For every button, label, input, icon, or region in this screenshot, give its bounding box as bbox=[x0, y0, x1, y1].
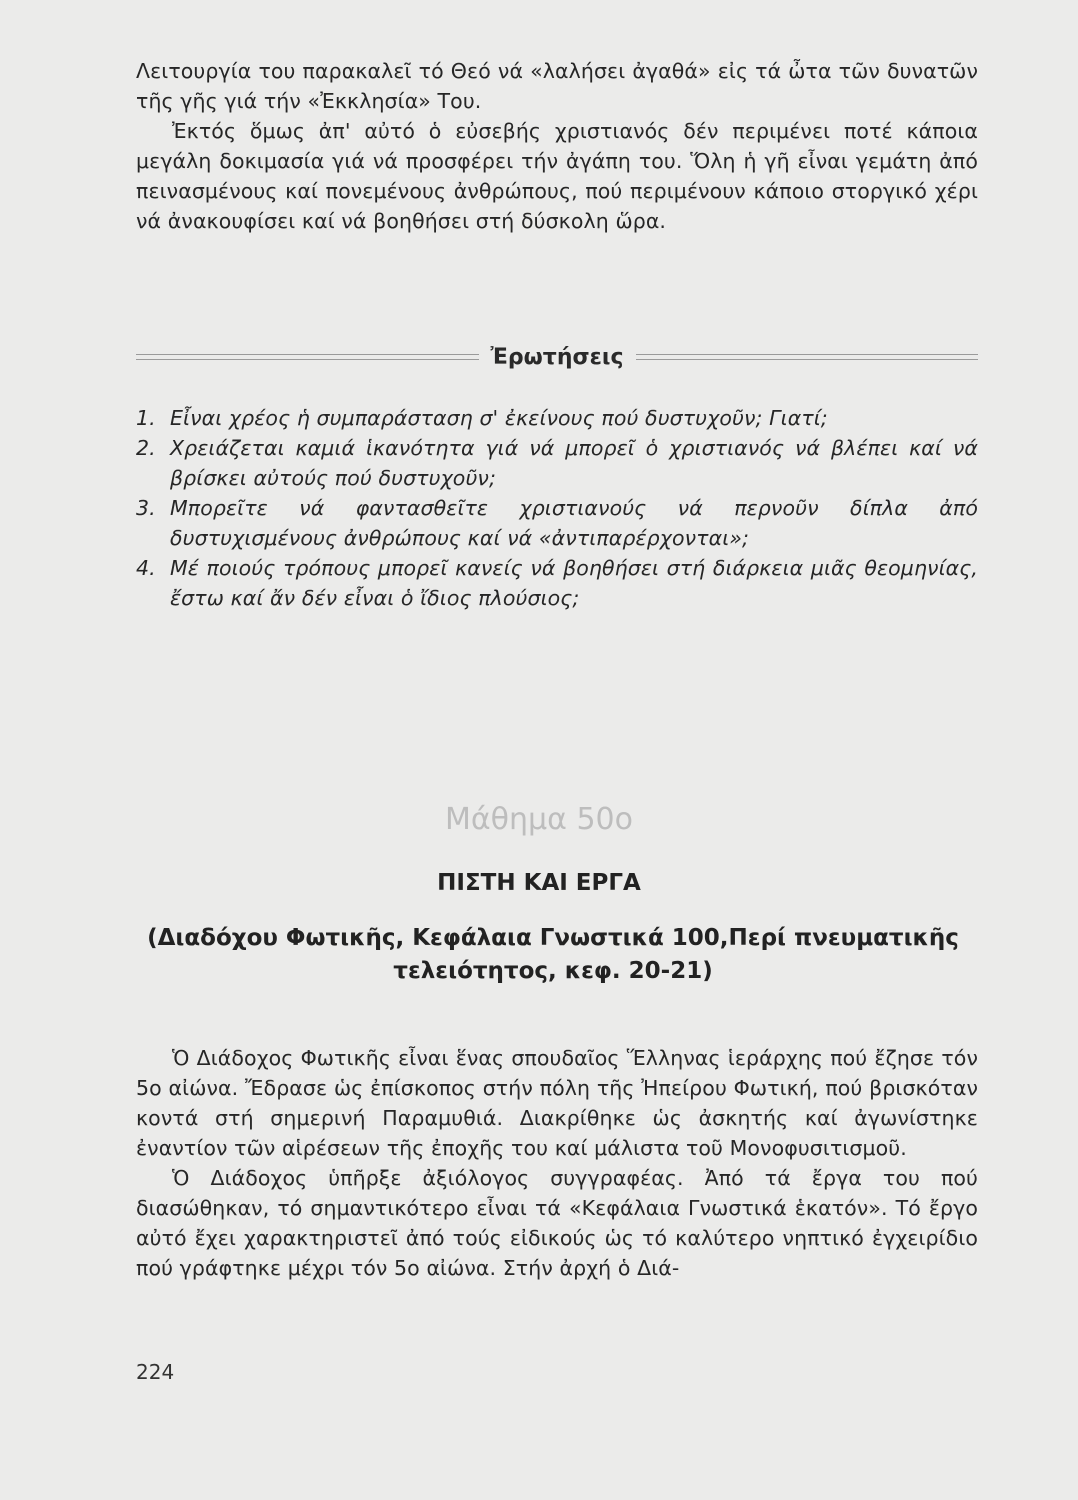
lesson-subtitle: (Διαδόχου Φωτικῆς, Κεφάλαια Γνωστικά 100,Περί πνευματικῆς τελειότητος, κεφ. 20-21) bbox=[147, 925, 959, 984]
intro-text-block bbox=[136, 56, 978, 236]
question-text: Χρειάζεται καμιά ἱκανότητα γιά νά μπορεῖ ὁ χριστιανός νά βλέπει καί νά βρίσκει αὐτούς πού δυστυχοῦν; bbox=[170, 436, 978, 490]
question-number: 1. bbox=[136, 406, 156, 430]
question-number: 4. bbox=[136, 556, 156, 580]
paragraph: Ὁ Διάδοχος Φωτικῆς εἶναι ἕνας σπουδαῖος Ἕλληνας ἱεράρχης πού ἔζησε τόν 5ο αἰώνα. Ἔδρασε ὡς ἐπίσκοπος στήν πόλη τῆς Ἠπείρου Φωτική, πού βρισκόταν κοντά στή σημερινή Παραμυθιά. Διακρίθηκε ὡς ἀσκητής καί ἀγωνίστηκε ἐναντίον τῶν αἱρέσεων τῆς ἐποχῆς του καί μάλιστα τοῦ Μονοφυσιτισμοῦ. bbox=[136, 1046, 978, 1160]
question-text: Εἶναι χρέος ἡ συμπαράσταση σ' ἐκείνους πού δυστυχοῦν; Γιατί; bbox=[170, 406, 828, 430]
question-item bbox=[136, 403, 978, 433]
questions-list bbox=[136, 403, 978, 613]
question-item bbox=[136, 433, 978, 493]
page-number: 224 bbox=[136, 1360, 175, 1384]
heading-rule-right bbox=[636, 354, 979, 360]
heading-rule-left bbox=[136, 354, 479, 360]
paragraph: Ἐκτός ὅμως ἀπ' αὐτό ὁ εὐσεβής χριστιανός δέν περιμένει ποτέ κάποια μεγάλη δοκιμασία γιά νά προσφέρει τήν ἀγάπη του. Ὅλη ἡ γῆ εἶναι γεμάτη ἀπό πεινασμένους καί πονεμένους ἀνθρώπους, πού περιμένουν κάποιο στοργικό χέρι νά ἀνακουφίσει καί νά βοηθήσει στή δύσκολη ὥρα. bbox=[136, 119, 978, 233]
lesson-text-block bbox=[136, 1043, 978, 1283]
questions-heading bbox=[136, 340, 978, 374]
lesson-number: Μάθημα 50ο bbox=[445, 802, 633, 837]
paragraph: Ὁ Διάδοχος ὑπῆρξε ἀξιόλογος συγγραφέας. Ἀπό τά ἔργα του πού διασώθηκαν, τό σημαντικότερο εἶναι τά «Κεφάλαια Γνωστικά ἑκατόν». Τό ἔργο αὐτό ἔχει χαρακτηριστεῖ ἀπό τούς εἰδικούς ὡς τό καλύτερο νηπτικό ἐγχειρίδιο πού γράφτηκε μέχρι τόν 5ο αἰώνα. Στήν ἀρχή ὁ Διά- bbox=[136, 1166, 978, 1280]
questions-heading-title: Ἐρωτήσεις bbox=[490, 344, 624, 370]
question-item bbox=[136, 553, 978, 613]
question-text: Μπορεῖτε νά φαντασθεῖτε χριστιανούς νά περνοῦν δίπλα ἀπό δυστυχισμένους ἀνθρώπους καί νά «ἀντιπαρέρχονται»; bbox=[170, 496, 978, 550]
question-number: 3. bbox=[136, 496, 156, 520]
question-number: 2. bbox=[136, 436, 156, 460]
question-text: Μέ ποιούς τρόπους μπορεῖ κανείς νά βοηθήσει στή διάρκεια μιᾶς θεομηνίας, ἔστω καί ἄν δέν εἶναι ὁ ἴδιος πλούσιος; bbox=[170, 556, 978, 610]
lesson-title: ΠΙΣΤΗ ΚΑΙ ΕΡΓΑ bbox=[437, 870, 641, 896]
paragraph: Λειτουργία του παρακαλεῖ τό Θεό νά «λαλήσει ἀγαθά» εἰς τά ὦτα τῶν δυνατῶν τῆς γῆς γιά τήν «Ἐκκλησία» Του. bbox=[136, 59, 978, 113]
question-item bbox=[136, 493, 978, 553]
